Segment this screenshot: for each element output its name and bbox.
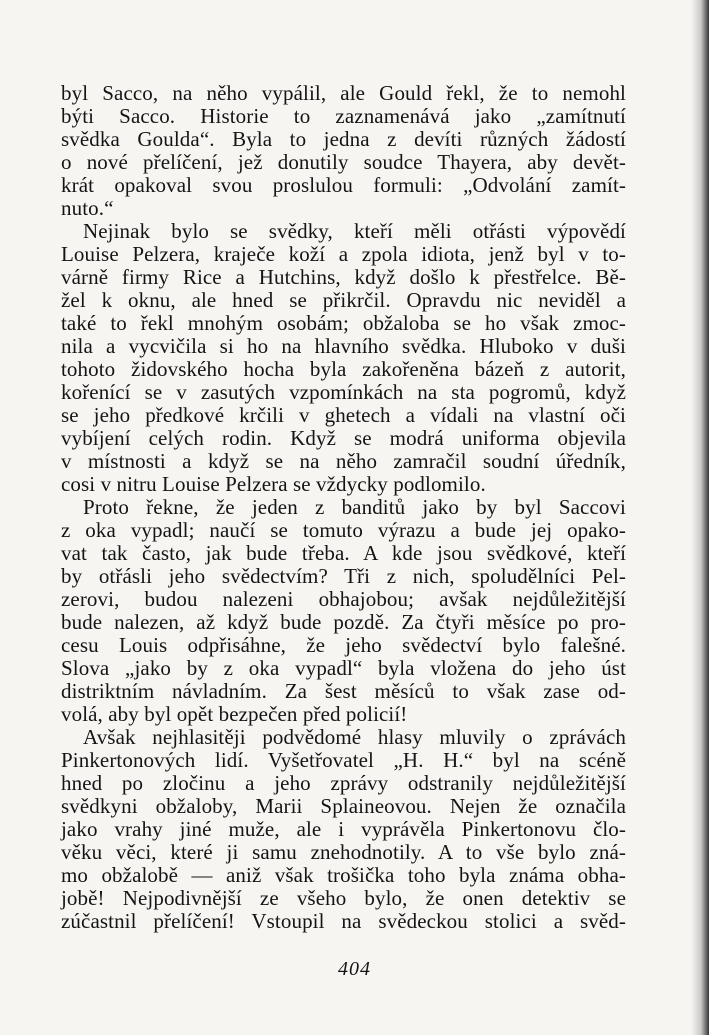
- text-line: svědka Goulda“. Byla to jedna z devíti různých žádostí: [61, 127, 626, 151]
- text-line: vybíjení celých rodin. Když se modrá uniforma objevila: [61, 426, 626, 450]
- text-line: zerovi, budou nalezeni obhajobou; avšak nejdůležitější: [61, 587, 626, 611]
- text-line: jobě! Nejpodivnější ze všeho bylo, že onen detektiv se: [61, 886, 626, 910]
- text-line: býti Sacco. Historie to zaznamenává jako „zamítnutí: [61, 104, 626, 128]
- text-line: cesu Louis odpřisáhne, že jeho svědectví bylo falešné.: [61, 633, 626, 657]
- text-line: mo obžalobě — aniž však trošička toho byla známa obha-: [61, 863, 626, 887]
- text-line: v místnosti a když se na něho zamračil soudní úředník,: [61, 449, 626, 473]
- text-line: cosi v nitru Louise Pelzera se vždycky podlomilo.: [61, 472, 486, 496]
- text-line: z oka vypadl; naučí se tomuto výrazu a bude jej opako-: [61, 518, 626, 542]
- text-line: kořenící se v zasutých vzpomínkách na sta pogromů, když: [61, 380, 626, 404]
- text-line: zúčastnil přelíčení! Vstoupil na svědeckou stolici a svěd-: [61, 909, 626, 933]
- text-line: o nové přelíčení, jež donutily soudce Thayera, aby devět-: [61, 150, 626, 174]
- page-edge-shadow: [691, 0, 709, 1035]
- text-line: se jeho předkové krčili v ghetech a vídali na vlastní oči: [61, 403, 626, 427]
- text-line: distriktním návladním. Za šest měsíců to však zase od-: [61, 679, 626, 703]
- text-line: jako vrahy jiné muže, ale i vyprávěla Pinkertonovu člo-: [61, 817, 626, 841]
- text-line: várně firmy Rice a Hutchins, když došlo k přestřelce. Bě-: [61, 265, 626, 289]
- text-line: také to řekl mnohým osobám; obžaloba se ho však zmoc-: [61, 311, 626, 335]
- text-line: by otřásli jeho svědectvím? Tři z nich, spoludělníci Pel-: [61, 564, 626, 588]
- text-line: žel k oknu, ale hned se přikrčil. Opravdu nic neviděl a: [61, 288, 626, 312]
- text-line: bude nalezen, až když bude pozdě. Za čtyři měsíce po pro-: [61, 610, 626, 634]
- text-line: věku věci, které ji samu znehodnotily. A to vše bylo zná-: [61, 840, 626, 864]
- text-line: vat tak často, jak bude třeba. A kde jsou svědkové, kteří: [61, 541, 626, 565]
- paragraph-start-line: Nejinak bylo se svědky, kteří měli otřásti výpovědí: [83, 219, 626, 243]
- text-line: nuto.“: [61, 196, 114, 220]
- text-line: Louise Pelzera, kraječe koží a zpola idiota, jenž byl v to-: [61, 242, 626, 266]
- text-line: nila a vycvičila si ho na hlavního svědka. Hluboko v duši: [61, 334, 626, 358]
- body-text: [61, 82, 626, 933]
- text-line: Slova „jako by z oka vypadl“ byla vložena do jeho úst: [61, 656, 626, 680]
- paragraph-start-line: Avšak nejhlasitěji podvědomé hlasy mluvily o zprávách: [83, 725, 626, 749]
- page-number: 404: [338, 958, 371, 980]
- text-line: volá, aby byl opět bezpečen před policií!: [61, 702, 408, 726]
- text-line: krát opakoval svou proslulou formuli: „Odvolání zamít-: [61, 173, 626, 197]
- paragraph-start-line: Proto řekne, že jeden z banditů jako by byl Saccovi: [83, 495, 626, 519]
- text-line: byl Sacco, na něho vypálil, ale Gould řekl, že to nemohl: [61, 81, 626, 105]
- text-line: Pinkertonových lidí. Vyšetřovatel „H. H.“ byl na scéně: [61, 748, 626, 772]
- text-line: hned po zločinu a jeho zprávy odstranily nejdůležitější: [61, 771, 626, 795]
- text-line: tohoto židovského hocha byla zakořeněna bázeň z autorit,: [61, 357, 626, 381]
- text-line: svědkyni obžaloby, Marii Splaineovou. Nejen že označila: [61, 794, 626, 818]
